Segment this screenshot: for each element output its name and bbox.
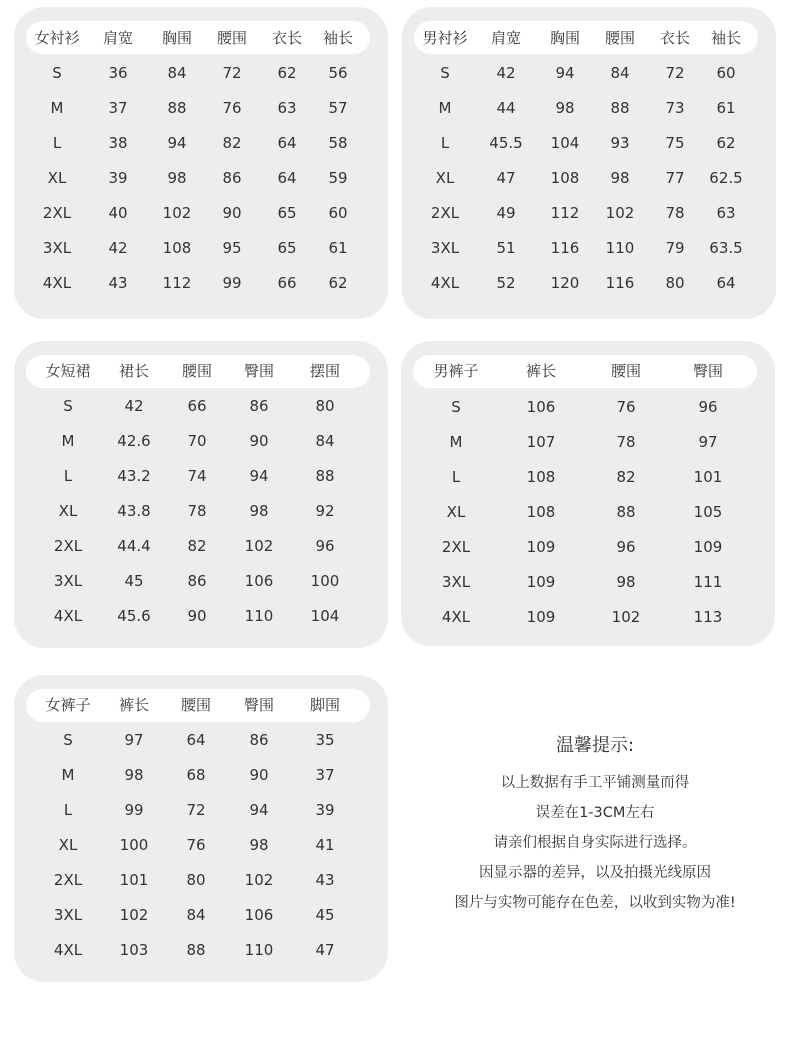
measurement-cell: 98 — [555, 99, 575, 117]
measurement-cell: 116 — [605, 274, 635, 292]
column-header: 腰围 — [181, 362, 213, 380]
column-header: 女衬衫 — [34, 29, 80, 47]
measurement-cell: 45.5 — [489, 134, 523, 152]
size-label: S — [52, 64, 62, 82]
mens-shirt-size-table — [402, 7, 776, 319]
measurement-cell: 102 — [162, 204, 192, 222]
measurement-cell: 112 — [162, 274, 192, 292]
measurement-cell: 98 — [249, 836, 269, 854]
measurement-cell: 74 — [187, 467, 207, 485]
measurement-cell: 64 — [716, 274, 736, 292]
measurement-cell: 98 — [124, 766, 144, 784]
measurement-cell: 72 — [665, 64, 685, 82]
measurement-cell: 51 — [496, 239, 516, 257]
measurement-cell: 101 — [119, 871, 149, 889]
measurement-cell: 62 — [277, 64, 297, 82]
measurement-cell: 43.2 — [117, 467, 151, 485]
measurement-cell: 42 — [108, 239, 128, 257]
measurement-cell: 90 — [187, 607, 207, 625]
measurement-cell: 107 — [526, 433, 556, 451]
size-label: M — [449, 433, 463, 451]
measurement-cell: 88 — [167, 99, 187, 117]
measurement-cell: 62.5 — [709, 169, 743, 187]
measurement-cell: 109 — [693, 538, 723, 556]
measurement-cell: 86 — [222, 169, 242, 187]
tips-line: 以上数据有手工平铺测量而得 — [500, 775, 690, 791]
column-header: 胸围 — [161, 29, 193, 47]
measurement-cell: 84 — [610, 64, 630, 82]
measurement-cell: 120 — [550, 274, 580, 292]
size-label: XL — [58, 836, 78, 854]
column-header: 女短裙 — [45, 362, 91, 380]
size-label: M — [61, 766, 75, 784]
measurement-cell: 99 — [222, 274, 242, 292]
measurement-cell: 90 — [222, 204, 242, 222]
measurement-cell: 76 — [222, 99, 242, 117]
measurement-cell: 82 — [616, 468, 636, 486]
size-label: 4XL — [430, 274, 460, 292]
size-label: L — [440, 134, 450, 152]
measurement-cell: 102 — [605, 204, 635, 222]
size-label: 4XL — [42, 274, 72, 292]
measurement-cell: 60 — [328, 204, 348, 222]
measurement-cell: 45.6 — [117, 607, 151, 625]
measurement-cell: 100 — [310, 572, 340, 590]
measurement-cell: 82 — [187, 537, 207, 555]
measurement-cell: 94 — [167, 134, 187, 152]
measurement-cell: 90 — [249, 766, 269, 784]
measurement-cell: 88 — [610, 99, 630, 117]
womens-shirt-size-table — [14, 7, 388, 319]
measurement-cell: 47 — [496, 169, 516, 187]
measurement-cell: 36 — [108, 64, 128, 82]
size-label: S — [63, 397, 73, 415]
measurement-cell: 80 — [186, 871, 206, 889]
measurement-cell: 47 — [315, 941, 335, 959]
column-header: 肩宽 — [102, 29, 134, 47]
measurement-cell: 99 — [124, 801, 144, 819]
measurement-cell: 37 — [108, 99, 128, 117]
size-label: 3XL — [53, 906, 83, 924]
column-header: 摆围 — [309, 362, 341, 380]
measurement-cell: 66 — [277, 274, 297, 292]
measurement-cell: 84 — [315, 432, 335, 450]
measurement-cell: 64 — [186, 731, 206, 749]
measurement-cell: 56 — [328, 64, 348, 82]
measurement-cell: 110 — [244, 607, 274, 625]
measurement-cell: 66 — [187, 397, 207, 415]
column-header: 臀围 — [692, 362, 724, 380]
measurement-cell: 104 — [550, 134, 580, 152]
size-label: M — [438, 99, 452, 117]
measurement-cell: 75 — [665, 134, 685, 152]
column-header: 女裤子 — [45, 696, 91, 714]
womens-pants-size-table — [14, 675, 388, 982]
measurement-cell: 94 — [249, 467, 269, 485]
column-header: 裤长 — [118, 696, 150, 714]
measurement-cell: 106 — [244, 572, 274, 590]
measurement-cell: 102 — [611, 608, 641, 626]
measurement-cell: 109 — [526, 608, 556, 626]
measurement-cell: 88 — [315, 467, 335, 485]
measurement-cell: 49 — [496, 204, 516, 222]
measurement-cell: 45 — [315, 906, 335, 924]
measurement-cell: 84 — [186, 906, 206, 924]
measurement-cell: 88 — [616, 503, 636, 521]
measurement-cell: 72 — [222, 64, 242, 82]
measurement-cell: 65 — [277, 204, 297, 222]
size-label: 3XL — [53, 572, 83, 590]
measurement-cell: 45 — [124, 572, 144, 590]
column-header: 袖长 — [322, 29, 354, 47]
measurement-cell: 62 — [328, 274, 348, 292]
measurement-cell: 35 — [315, 731, 335, 749]
column-header: 袖长 — [710, 29, 742, 47]
column-header: 臀围 — [243, 696, 275, 714]
measurement-cell: 113 — [693, 608, 723, 626]
size-label: XL — [47, 169, 67, 187]
column-header: 腰围 — [610, 362, 642, 380]
measurement-cell: 44.4 — [117, 537, 151, 555]
measurement-cell: 39 — [108, 169, 128, 187]
measurement-cell: 59 — [328, 169, 348, 187]
measurement-cell: 70 — [187, 432, 207, 450]
size-label: S — [63, 731, 73, 749]
column-header: 肩宽 — [490, 29, 522, 47]
size-label: S — [451, 398, 461, 416]
measurement-cell: 108 — [526, 503, 556, 521]
measurement-cell: 97 — [698, 433, 718, 451]
size-label: 2XL — [42, 204, 72, 222]
measurement-cell: 96 — [698, 398, 718, 416]
measurement-cell: 101 — [693, 468, 723, 486]
column-header: 衣长 — [271, 29, 303, 47]
measurement-cell: 52 — [496, 274, 516, 292]
measurement-cell: 103 — [119, 941, 149, 959]
column-header: 腰围 — [216, 29, 248, 47]
tips-line: 图片与实物可能存在色差，以收到实物为准! — [454, 895, 736, 911]
measurement-cell: 106 — [526, 398, 556, 416]
column-header: 裤长 — [525, 362, 557, 380]
measurement-cell: 43 — [108, 274, 128, 292]
measurement-cell: 90 — [249, 432, 269, 450]
size-label: 3XL — [42, 239, 72, 257]
measurement-cell: 78 — [616, 433, 636, 451]
measurement-cell: 112 — [550, 204, 580, 222]
measurement-cell: 104 — [310, 607, 340, 625]
measurement-cell: 116 — [550, 239, 580, 257]
measurement-cell: 63.5 — [709, 239, 743, 257]
tips-line: 误差在1-3CM左右 — [535, 805, 655, 821]
column-header: 脚围 — [309, 696, 341, 714]
measurement-cell: 98 — [167, 169, 187, 187]
column-header: 腰围 — [180, 696, 212, 714]
measurement-cell: 78 — [187, 502, 207, 520]
size-label: 3XL — [430, 239, 460, 257]
column-header: 裙长 — [118, 362, 150, 380]
size-label: 4XL — [53, 941, 83, 959]
column-header: 男衬衫 — [422, 29, 468, 47]
measurement-cell: 76 — [616, 398, 636, 416]
measurement-cell: 98 — [610, 169, 630, 187]
measurement-cell: 95 — [222, 239, 242, 257]
measurement-cell: 44 — [496, 99, 516, 117]
measurement-cell: 68 — [186, 766, 206, 784]
measurement-cell: 102 — [244, 537, 274, 555]
tips-line: 请亲们根据自身实际进行选择。 — [493, 835, 697, 851]
measurement-cell: 42.6 — [117, 432, 151, 450]
measurement-cell: 102 — [244, 871, 274, 889]
measurement-cell: 110 — [605, 239, 635, 257]
size-label: XL — [446, 503, 466, 521]
measurement-cell: 77 — [665, 169, 685, 187]
column-header: 男裤子 — [433, 362, 479, 380]
size-label: XL — [435, 169, 455, 187]
measurement-cell: 40 — [108, 204, 128, 222]
measurement-cell: 57 — [328, 99, 348, 117]
measurement-cell: 84 — [167, 64, 187, 82]
measurement-cell: 94 — [555, 64, 575, 82]
size-label: M — [50, 99, 64, 117]
measurement-cell: 82 — [222, 134, 242, 152]
column-header: 胸围 — [549, 29, 581, 47]
size-label: L — [63, 801, 73, 819]
size-label: 4XL — [441, 608, 471, 626]
mens-pants-size-table — [401, 341, 775, 646]
measurement-cell: 78 — [665, 204, 685, 222]
measurement-cell: 60 — [716, 64, 736, 82]
measurement-cell: 108 — [526, 468, 556, 486]
measurement-cell: 108 — [162, 239, 192, 257]
measurement-cell: 86 — [249, 397, 269, 415]
measurement-cell: 38 — [108, 134, 128, 152]
measurement-cell: 42 — [496, 64, 516, 82]
size-label: 2XL — [53, 537, 83, 555]
measurement-cell: 86 — [187, 572, 207, 590]
measurement-cell: 39 — [315, 801, 335, 819]
measurement-cell: 43 — [315, 871, 335, 889]
measurement-cell: 62 — [716, 134, 736, 152]
measurement-cell: 42 — [124, 397, 144, 415]
measurement-cell: 63 — [716, 204, 736, 222]
care-tips — [400, 734, 790, 918]
measurement-cell: 63 — [277, 99, 297, 117]
measurement-cell: 64 — [277, 134, 297, 152]
size-label: L — [63, 467, 73, 485]
measurement-cell: 86 — [249, 731, 269, 749]
measurement-cell: 111 — [693, 573, 723, 591]
measurement-cell: 98 — [249, 502, 269, 520]
measurement-cell: 92 — [315, 502, 335, 520]
measurement-cell: 106 — [244, 906, 274, 924]
measurement-cell: 79 — [665, 239, 685, 257]
measurement-cell: 41 — [315, 836, 335, 854]
measurement-cell: 110 — [244, 941, 274, 959]
measurement-cell: 37 — [315, 766, 335, 784]
measurement-cell: 80 — [665, 274, 685, 292]
measurement-cell: 98 — [616, 573, 636, 591]
measurement-cell: 72 — [186, 801, 206, 819]
size-label: 3XL — [441, 573, 471, 591]
measurement-cell: 61 — [716, 99, 736, 117]
measurement-cell: 64 — [277, 169, 297, 187]
size-label: L — [451, 468, 461, 486]
size-label: 2XL — [430, 204, 460, 222]
measurement-cell: 76 — [186, 836, 206, 854]
column-header: 衣长 — [659, 29, 691, 47]
size-label: 2XL — [53, 871, 83, 889]
measurement-cell: 93 — [610, 134, 630, 152]
womens-skirt-size-table — [14, 341, 388, 648]
size-label: S — [440, 64, 450, 82]
size-label: 4XL — [53, 607, 83, 625]
measurement-cell: 73 — [665, 99, 685, 117]
measurement-cell: 109 — [526, 573, 556, 591]
measurement-cell: 88 — [186, 941, 206, 959]
measurement-cell: 105 — [693, 503, 723, 521]
measurement-cell: 96 — [315, 537, 335, 555]
measurement-cell: 43.8 — [117, 502, 151, 520]
size-label: M — [61, 432, 75, 450]
measurement-cell: 61 — [328, 239, 348, 257]
measurement-cell: 96 — [616, 538, 636, 556]
measurement-cell: 97 — [124, 731, 144, 749]
measurement-cell: 109 — [526, 538, 556, 556]
measurement-cell: 108 — [550, 169, 580, 187]
measurement-cell: 65 — [277, 239, 297, 257]
measurement-cell: 94 — [249, 801, 269, 819]
column-header: 臀围 — [243, 362, 275, 380]
measurement-cell: 100 — [119, 836, 149, 854]
size-label: XL — [58, 502, 78, 520]
tips-line: 因显示器的差异，以及拍摄光线原因 — [479, 865, 711, 881]
measurement-cell: 58 — [328, 134, 348, 152]
measurement-cell: 102 — [119, 906, 149, 924]
size-label: 2XL — [441, 538, 471, 556]
tips-title: 温馨提示: — [555, 735, 635, 756]
column-header: 腰围 — [604, 29, 636, 47]
measurement-cell: 80 — [315, 397, 335, 415]
size-label: L — [52, 134, 62, 152]
